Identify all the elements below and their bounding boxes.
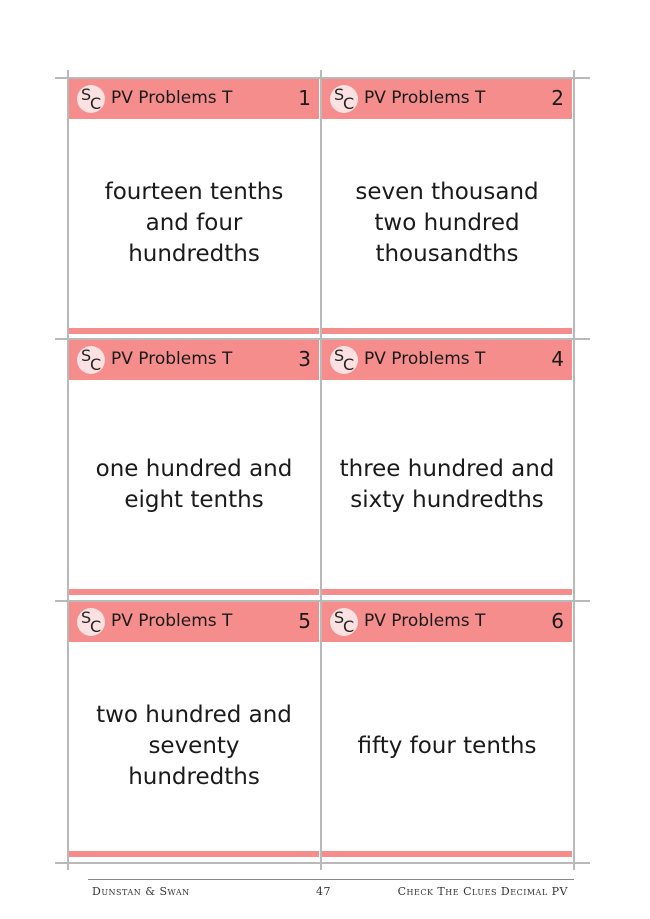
card-title: PV Problems T xyxy=(111,611,233,631)
clue-card-2 xyxy=(322,79,572,334)
logo-letter-c: C xyxy=(343,617,355,636)
sc-logo-icon xyxy=(330,346,358,374)
card-number: 5 xyxy=(298,609,311,633)
card-clue: fifty four tenths xyxy=(357,733,537,759)
card-body xyxy=(322,119,572,328)
card-footer-strip xyxy=(322,851,572,857)
card-header xyxy=(322,602,572,642)
logo-letter-s: S xyxy=(334,346,345,365)
sc-logo-icon xyxy=(77,608,105,636)
card-clue: fourteen tenths and four hundredths xyxy=(104,179,284,267)
card-footer-strip xyxy=(69,851,319,857)
card-header xyxy=(322,340,572,380)
card-clue: seven thousand two hundred thousandths xyxy=(355,179,539,267)
logo-letter-c: C xyxy=(90,94,102,113)
clue-card-1 xyxy=(69,79,319,334)
card-header xyxy=(69,602,319,642)
card-title: PV Problems T xyxy=(111,349,233,369)
card-title: PV Problems T xyxy=(364,349,486,369)
cut-line xyxy=(573,70,575,870)
card-clue: one hundred and eight tenths xyxy=(95,455,293,513)
logo-letter-s: S xyxy=(81,85,92,104)
clue-card-4 xyxy=(322,340,572,595)
card-header xyxy=(322,79,572,119)
card-footer-strip xyxy=(322,589,572,595)
card-body xyxy=(69,642,319,851)
logo-letter-c: C xyxy=(343,355,355,374)
card-number: 1 xyxy=(298,86,311,110)
card-clue: three hundred and sixty hundredths xyxy=(339,455,555,513)
sc-logo-icon xyxy=(330,608,358,636)
clue-card-5 xyxy=(69,602,319,857)
card-number: 3 xyxy=(298,347,311,371)
logo-letter-c: C xyxy=(343,94,355,113)
logo-letter-c: C xyxy=(90,355,102,374)
card-body xyxy=(69,119,319,328)
card-number: 2 xyxy=(551,86,564,110)
card-footer-strip xyxy=(322,328,572,334)
card-header xyxy=(69,79,319,119)
logo-letter-c: C xyxy=(90,617,102,636)
card-header xyxy=(69,340,319,380)
card-body xyxy=(69,380,319,589)
footer-rule xyxy=(88,879,574,880)
card-title: PV Problems T xyxy=(364,88,486,108)
logo-letter-s: S xyxy=(81,608,92,627)
footer-publisher: Dunstan & Swan xyxy=(92,885,190,898)
card-number: 4 xyxy=(551,347,564,371)
card-body xyxy=(322,642,572,851)
card-body xyxy=(322,380,572,589)
card-number: 6 xyxy=(551,609,564,633)
logo-letter-s: S xyxy=(81,346,92,365)
sc-logo-icon xyxy=(77,85,105,113)
logo-letter-s: S xyxy=(334,85,345,104)
sc-logo-icon xyxy=(330,85,358,113)
cut-line xyxy=(55,862,590,864)
card-footer-strip xyxy=(69,328,319,334)
clue-card-6 xyxy=(322,602,572,857)
card-title: PV Problems T xyxy=(111,88,233,108)
card-title: PV Problems T xyxy=(364,611,486,631)
logo-letter-s: S xyxy=(334,608,345,627)
sc-logo-icon xyxy=(77,346,105,374)
clue-card-3 xyxy=(69,340,319,595)
footer-book-title: Check The Clues Decimal PV xyxy=(397,885,568,898)
page-number: 47 xyxy=(316,885,331,898)
card-clue: two hundred and seventy hundredths xyxy=(96,702,292,790)
card-footer-strip xyxy=(69,589,319,595)
